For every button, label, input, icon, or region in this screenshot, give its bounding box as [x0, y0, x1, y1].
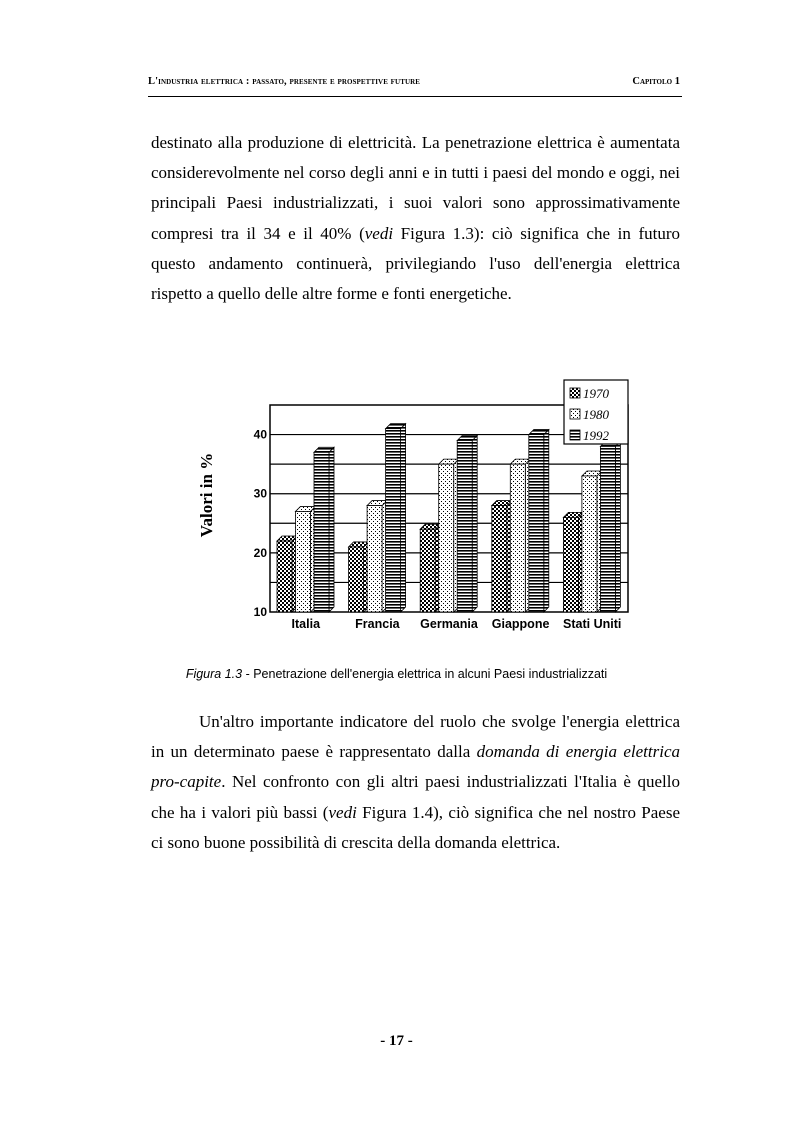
bar-1970-italia	[277, 536, 297, 612]
bar-1970-germania	[420, 524, 440, 612]
x-category-label: Italia	[291, 617, 321, 631]
paragraph-1-text-a: destinato alla produzione di elettricità. La penetrazione elettrica è aumentata considerevolmente nel corso degli anni e in tutti i paesi del mondo e oggi, nei principali Paesi industrializzati, i suoi valori sono approssimativamente compresi tra il 34 e il 40% (	[151, 133, 680, 243]
paragraph-2-vedi: vedi	[328, 802, 357, 822]
running-header	[148, 76, 682, 97]
x-category-label: Germania	[420, 617, 478, 631]
bar-1980-italia	[296, 506, 316, 612]
header-chapter: Capitolo 1	[632, 76, 680, 87]
legend-label: 1980	[583, 407, 609, 422]
paragraph-2-term: domanda di energia elettrica pro-capite	[151, 742, 680, 792]
bar-1980-stati-uniti	[582, 471, 602, 612]
paragraph-2	[151, 707, 680, 858]
bar-1980-germania	[439, 459, 459, 612]
figure-caption	[0, 667, 793, 681]
x-category-label: Giappone	[491, 617, 550, 631]
paragraph-2-text-b: . Nel confronto con gli altri paesi industrializzati l'Italia è quello che ha i valori più bassi (	[151, 772, 680, 822]
y-tick-label: 20	[253, 545, 267, 560]
y-axis-label: Valori in %	[197, 452, 216, 538]
legend-label: 1992	[583, 428, 609, 443]
bar-1970-giappone	[492, 501, 512, 612]
bar-1970-stati-uniti	[563, 512, 583, 612]
paragraph-2-text-c: Figura 1.4), ciò significa che nel nostro Paese ci sono buone possibilità di crescita della domanda elettrica.	[151, 802, 680, 852]
paragraph-1-text-b: Figura 1.3): ciò significa che in futuro questo andamento continuerà, privilegiando l'uso dell'energia elettrica rispetto a quello delle altre forme e fonti energetiche.	[151, 223, 680, 304]
bar-1992-italia	[314, 447, 334, 612]
bar-1992-francia	[386, 424, 406, 612]
page-number: - 17 -	[380, 1033, 413, 1049]
header-title: L'industria elettrica : passato, presente e prospettive future	[148, 76, 421, 87]
bar-chart	[190, 370, 650, 640]
legend-swatch	[570, 388, 580, 398]
legend	[564, 380, 628, 444]
paragraph-2-text-a: Un'altro importante indicatore del ruolo che svolge l'energia elettrica in un determinato paese è rappresentato dalla	[151, 712, 680, 762]
legend-swatch	[570, 409, 580, 419]
x-category-label: Francia	[355, 617, 400, 631]
legend-label: 1970	[583, 386, 609, 401]
paragraph-1	[151, 128, 680, 309]
legend-swatch	[570, 430, 580, 440]
x-category-label: Stati Uniti	[563, 617, 622, 631]
y-tick-label: 10	[253, 605, 267, 619]
caption-figure-label: Figura 1.3	[185, 667, 243, 681]
bar-1980-giappone	[510, 459, 530, 612]
caption-text: - Penetrazione dell'energia elettrica in alcuni Paesi industrializzati	[242, 667, 608, 681]
bar-1992-stati-uniti	[600, 441, 620, 612]
paragraph-1-vedi: vedi	[364, 223, 394, 243]
bar-1992-giappone	[529, 430, 549, 612]
bar-1980-francia	[367, 501, 387, 612]
bar-1970-francia	[349, 542, 369, 612]
bar-1992-germania	[457, 435, 477, 612]
y-tick-label: 40	[253, 427, 267, 442]
y-tick-label: 30	[253, 486, 267, 501]
